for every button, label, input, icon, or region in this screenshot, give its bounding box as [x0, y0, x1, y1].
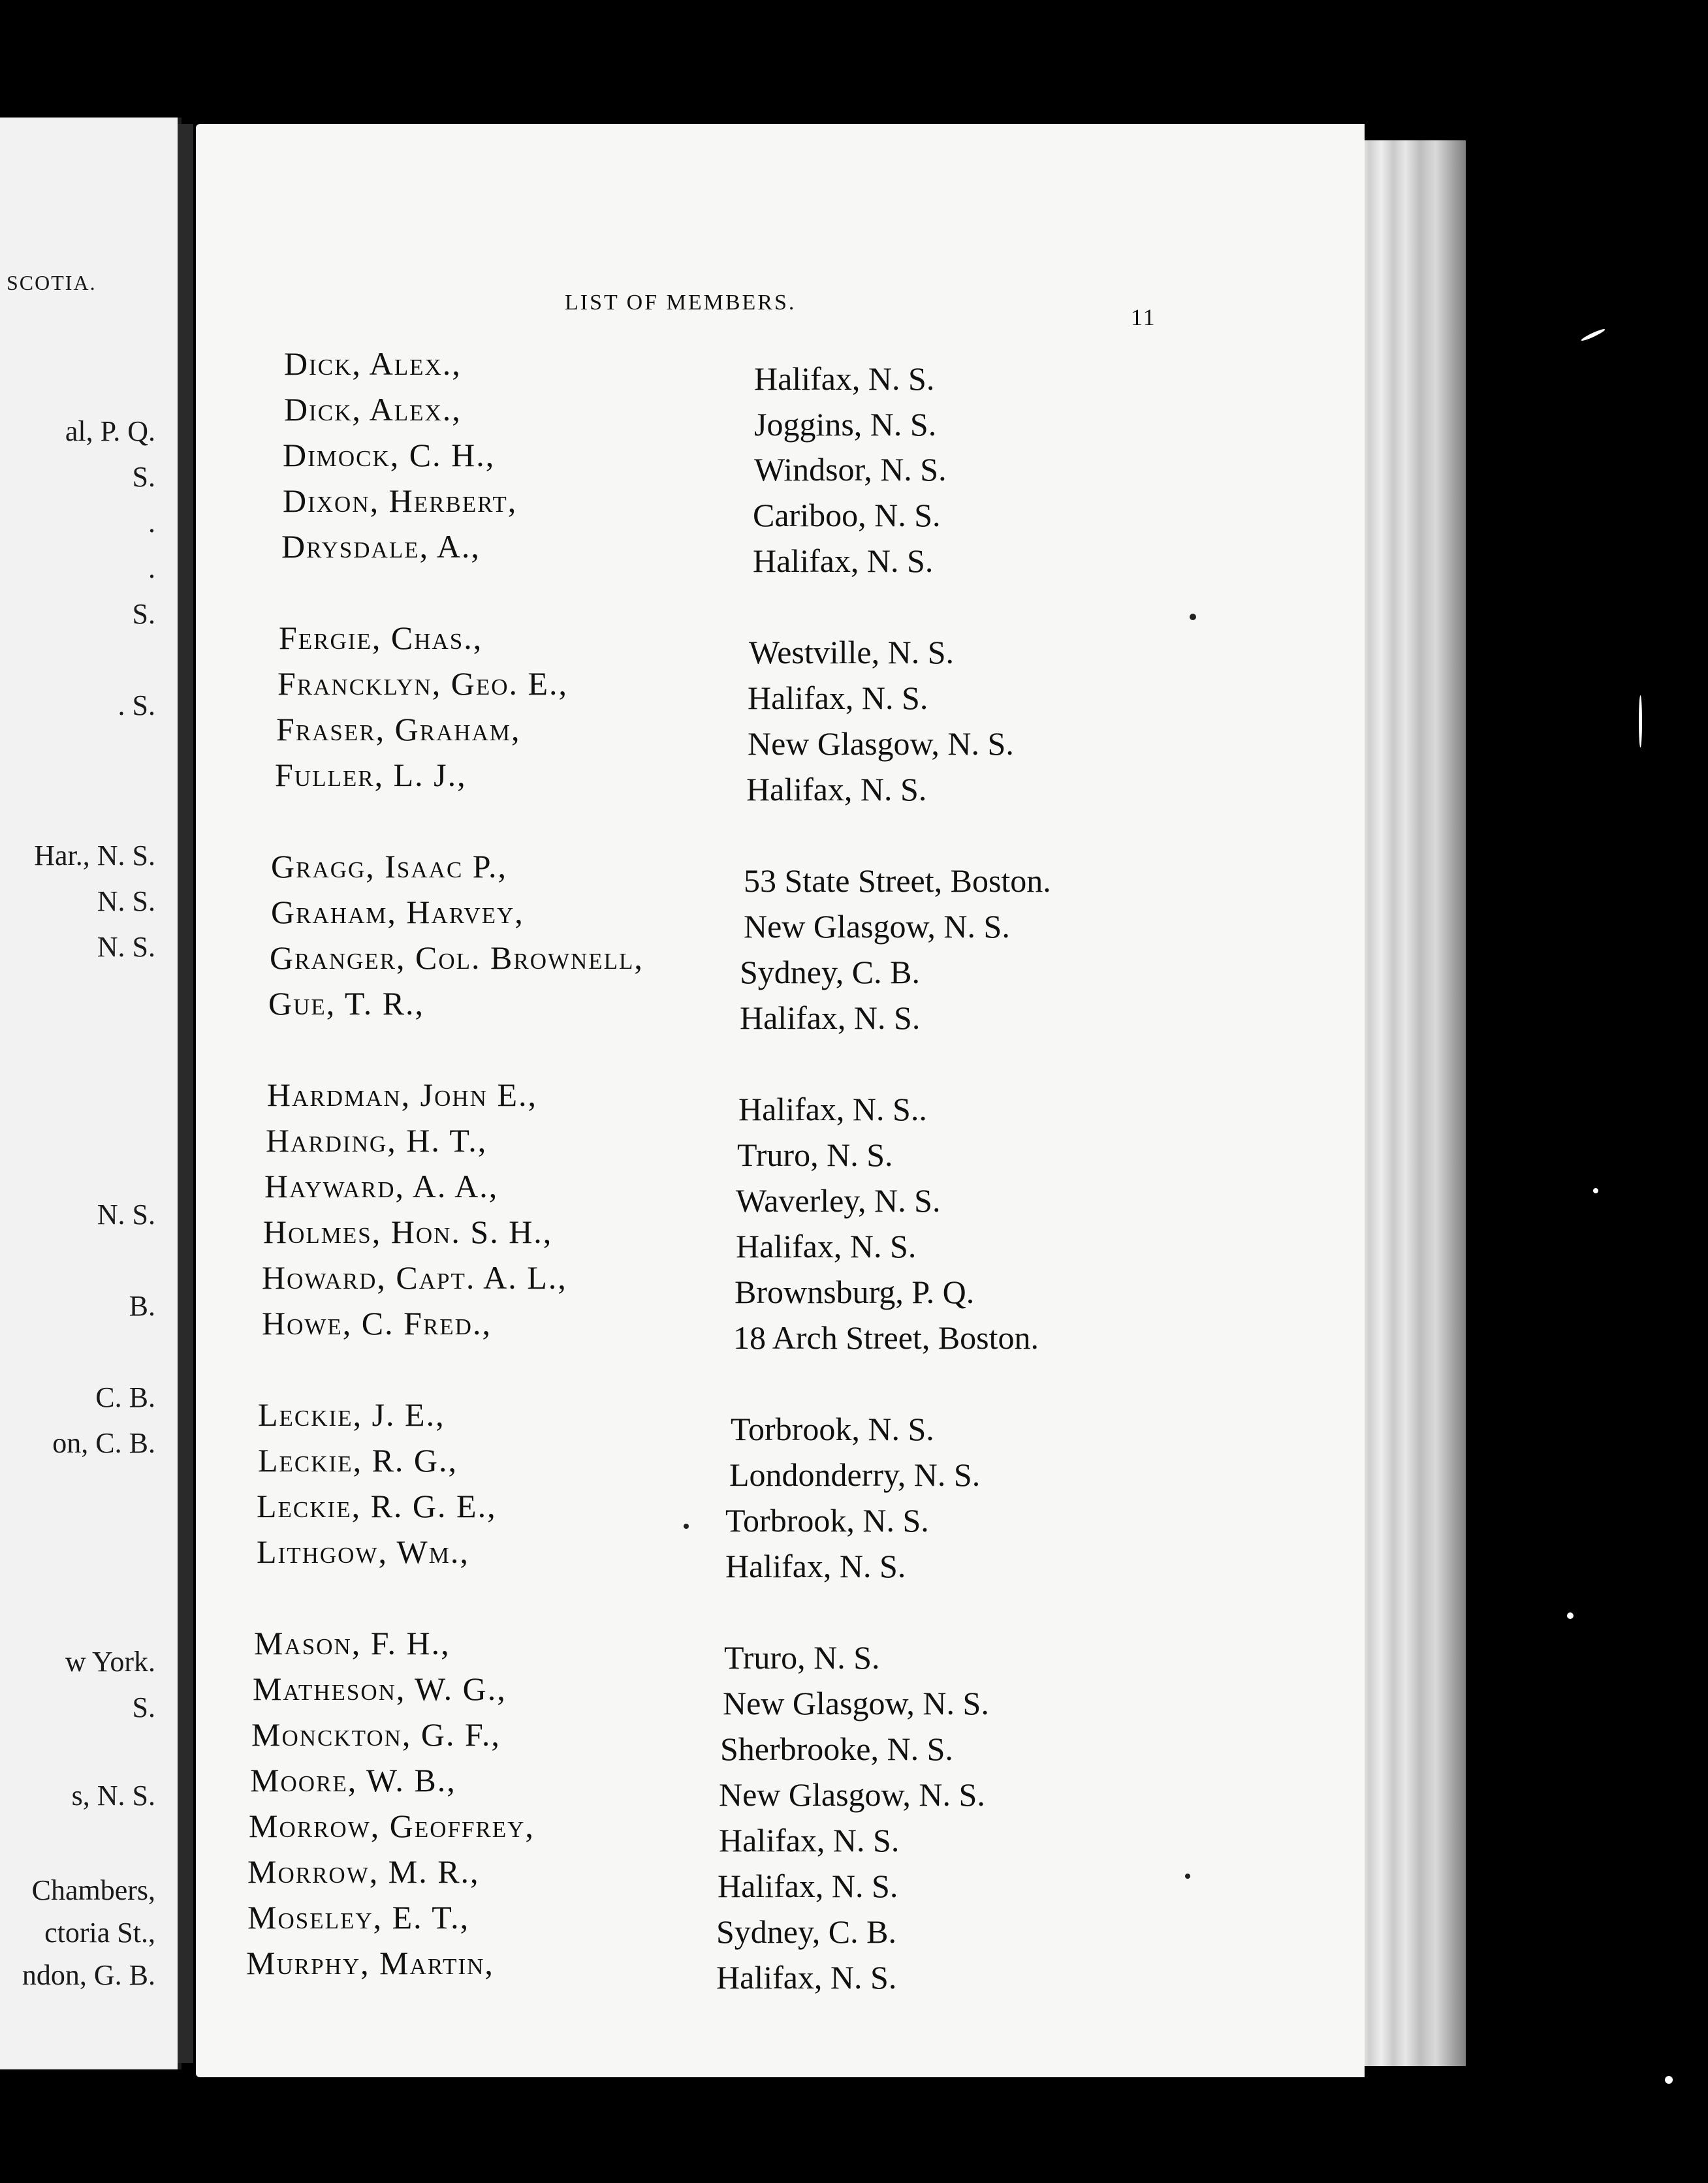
member-name: Fuller, L. J., — [275, 757, 467, 793]
member-place: Sydney, C. B. — [740, 954, 920, 990]
member-name: Dick, Alex., — [284, 391, 462, 428]
member-name: Drysdale, A., — [281, 528, 481, 565]
member-place: Halifax, N. S. — [719, 1822, 900, 1859]
left-fragment: ndon, G. B. — [22, 1959, 155, 1991]
member-place: Sydney, C. B. — [716, 1913, 896, 1950]
member-name: Leckie, R. G., — [258, 1442, 458, 1479]
member-name: Moore, W. B., — [250, 1762, 456, 1798]
member-name: Leckie, J. E., — [258, 1396, 445, 1433]
left-fragment: S. — [132, 461, 155, 493]
member-place: New Glasgow, N. S. — [744, 908, 1010, 945]
member-name: Gue, T. R., — [268, 985, 425, 1022]
member-place: Halifax, N. S. — [716, 1959, 897, 1996]
left-fragment: . — [148, 552, 155, 584]
member-name: Holmes, Hon. S. H., — [263, 1214, 553, 1250]
member-name: Matheson, W. G., — [253, 1671, 507, 1707]
member-name: Francklyn, Geo. E., — [277, 665, 569, 702]
member-name: Dick, Alex., — [284, 345, 462, 382]
ink-dot — [684, 1524, 689, 1529]
left-fragment: N. S. — [97, 885, 155, 917]
member-name: Mason, F. H., — [254, 1625, 451, 1661]
left-fragment: al, P. Q. — [65, 415, 155, 447]
member-name: Howe, C. Fred., — [262, 1305, 492, 1342]
left-fragment: N. S. — [97, 931, 155, 963]
left-running-head: SCOTIA. — [7, 271, 97, 294]
member-name: Dixon, Herbert, — [283, 482, 518, 519]
left-fragment: w York. — [65, 1646, 155, 1678]
ink-dot — [1185, 1874, 1190, 1879]
member-place: Halifax, N. S.. — [738, 1091, 927, 1127]
scan-speck — [1639, 695, 1642, 747]
member-place: Londonderry, N. S. — [729, 1456, 981, 1493]
member-place: 18 Arch Street, Boston. — [733, 1319, 1039, 1356]
left-fragment: B. — [129, 1290, 155, 1322]
member-place: 53 State Street, Boston. — [744, 862, 1051, 899]
member-place: Waverley, N. S. — [736, 1182, 941, 1219]
facing-page-left — [0, 118, 182, 2069]
member-place: Halifax, N. S. — [718, 1868, 898, 1904]
scan-speck — [1567, 1612, 1574, 1619]
member-name: Gragg, Isaac P., — [271, 848, 508, 885]
member-name: Morrow, Geoffrey, — [249, 1808, 535, 1844]
left-fragment: N. S. — [97, 1199, 155, 1231]
scan-speck — [1593, 1188, 1598, 1193]
member-place: Halifax, N. S. — [753, 542, 934, 579]
member-name: Howard, Capt. A. L., — [262, 1259, 567, 1296]
member-place: New Glasgow, N. S. — [723, 1685, 989, 1721]
left-fragment: . — [148, 507, 155, 539]
member-name: Hardman, John E., — [267, 1076, 538, 1113]
left-fragment: on, C. B. — [52, 1427, 155, 1459]
member-name: Graham, Harvey, — [271, 894, 524, 930]
member-place: Brownsburg, P. Q. — [735, 1274, 975, 1310]
member-name: Morrow, M. R., — [247, 1853, 480, 1890]
scan-speck — [1581, 328, 1606, 342]
member-place: Halifax, N. S. — [748, 680, 928, 716]
left-fragment: . S. — [118, 689, 155, 721]
left-fragment: S. — [132, 598, 155, 630]
member-name: Leckie, R. G. E., — [257, 1488, 497, 1524]
scan-speck — [1665, 2076, 1673, 2084]
member-name: Hayward, A. A., — [264, 1168, 499, 1204]
member-place: Windsor, N. S. — [754, 451, 947, 488]
member-place: Cariboo, N. S. — [753, 497, 941, 533]
left-fragment: ctoria St., — [44, 1917, 155, 1949]
member-name: Harding, H. T., — [266, 1122, 488, 1159]
member-place: New Glasgow, N. S. — [748, 725, 1014, 762]
member-name: Fergie, Chas., — [279, 620, 483, 656]
member-name: Granger, Col. Brownell, — [270, 939, 644, 976]
left-fragment: C. B. — [95, 1381, 155, 1413]
ink-dot — [1190, 614, 1196, 620]
left-fragment: Har., N. S. — [34, 840, 155, 872]
member-name: Murphy, Martin, — [246, 1945, 494, 1981]
book-gutter — [178, 124, 193, 2063]
member-place: Torbrook, N. S. — [731, 1411, 934, 1447]
member-name: Dimock, C. H., — [283, 437, 496, 473]
left-fragment: Chambers, — [31, 1874, 155, 1906]
member-name: Moseley, E. T., — [247, 1899, 470, 1936]
member-place: Sherbrooke, N. S. — [720, 1731, 953, 1767]
member-place: New Glasgow, N. S. — [719, 1776, 985, 1813]
member-place: Westville, N. S. — [749, 634, 955, 670]
member-place: Halifax, N. S. — [736, 1228, 917, 1264]
member-name: Lithgow, Wm., — [257, 1533, 469, 1570]
left-fragment: S. — [132, 1691, 155, 1723]
member-place: Truro, N. S. — [724, 1639, 880, 1676]
member-place: Halifax, N. S. — [746, 771, 927, 808]
member-name: Fraser, Graham, — [276, 711, 521, 747]
member-place: Torbrook, N. S. — [725, 1502, 929, 1539]
member-place: Truro, N. S. — [737, 1137, 893, 1173]
left-fragment: s, N. S. — [71, 1780, 155, 1812]
member-name: Monckton, G. F., — [251, 1716, 501, 1753]
running-head: LIST OF MEMBERS. — [565, 291, 797, 315]
member-place: Halifax, N. S. — [725, 1548, 906, 1584]
member-place: Halifax, N. S. — [740, 999, 921, 1036]
member-place: Joggins, N. S. — [754, 406, 937, 443]
page-number: 11 — [1131, 304, 1156, 330]
member-place: Halifax, N. S. — [754, 360, 935, 397]
